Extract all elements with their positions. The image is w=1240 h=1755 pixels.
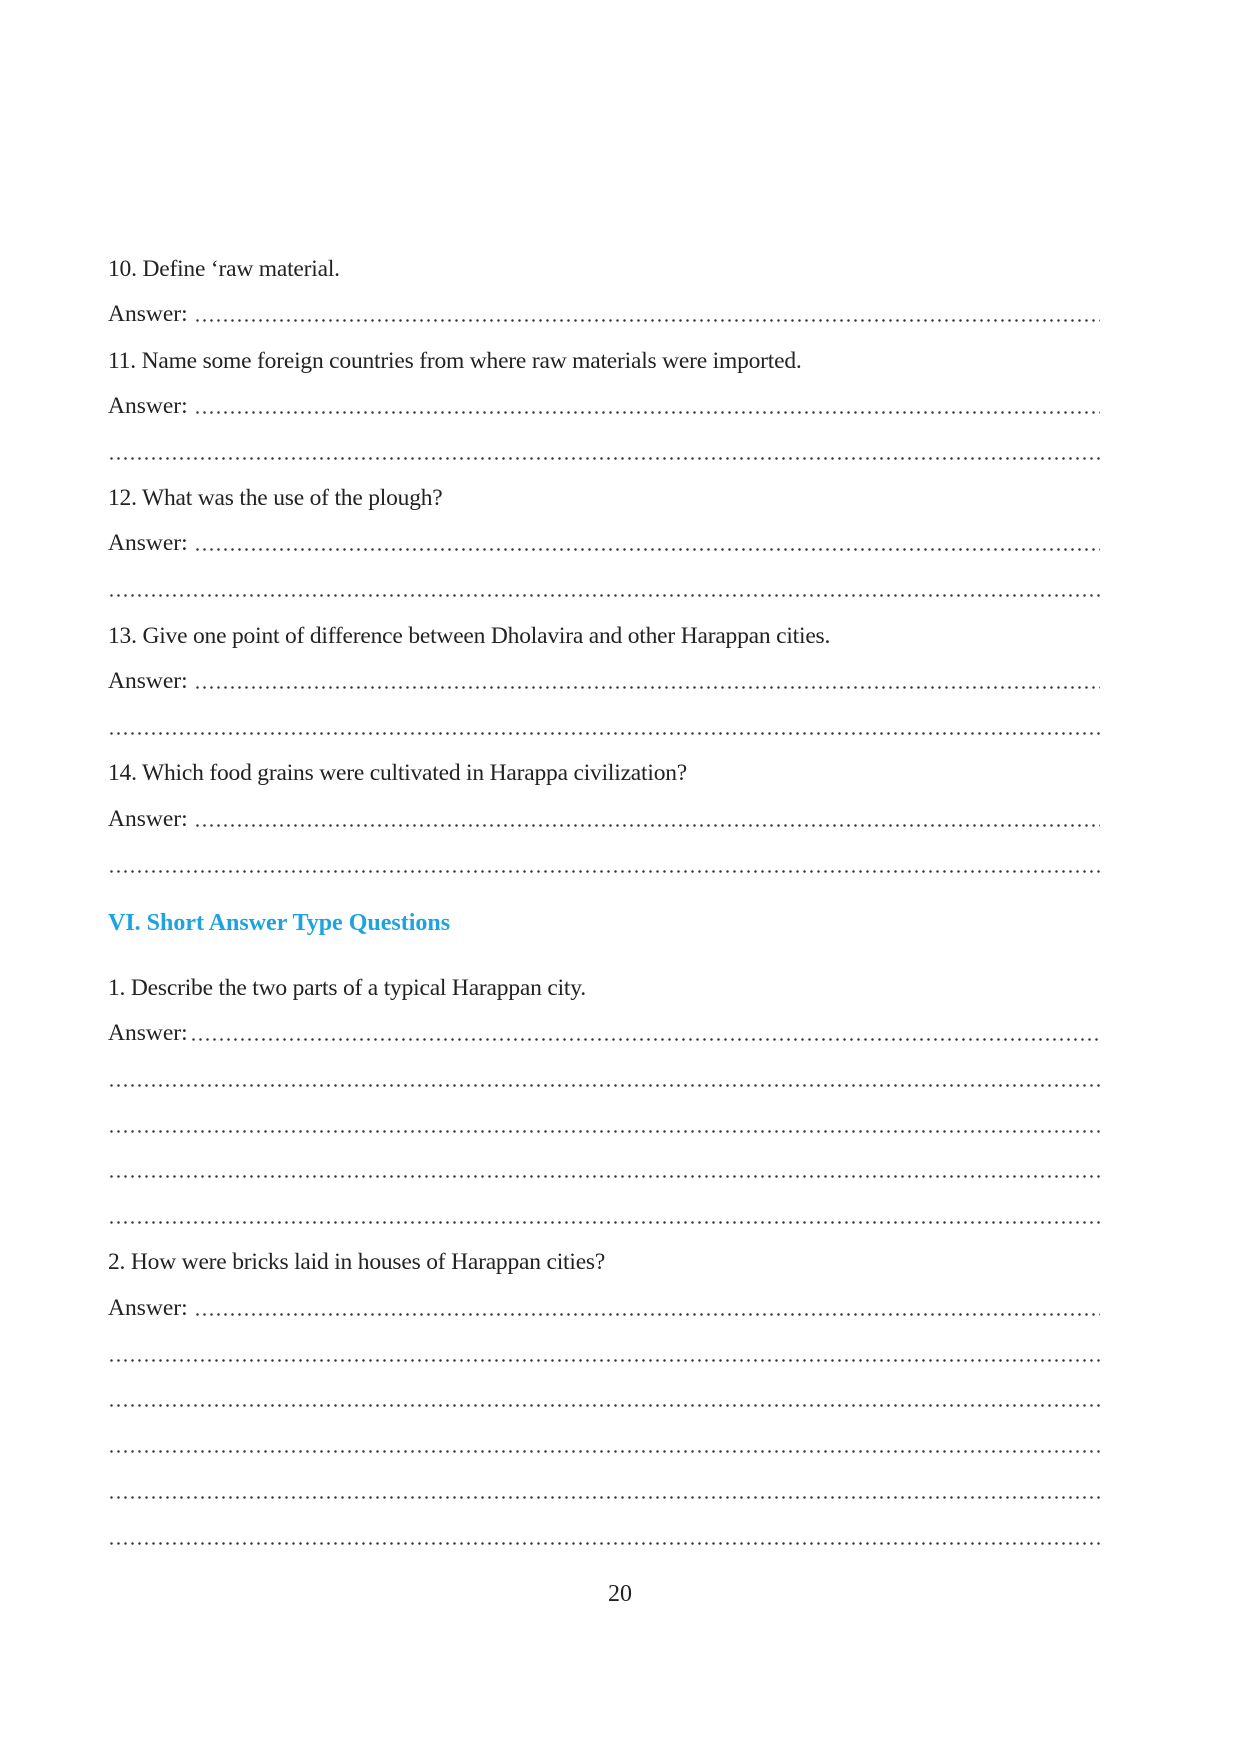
short-question-1 [108,966,1100,1000]
dotted-answer-line[interactable] [108,1084,1100,1087]
answer-line[interactable] [108,659,1100,693]
answer-line-continued[interactable] [108,705,1100,739]
dotted-answer-line[interactable] [190,1038,1100,1041]
answer-line[interactable] [108,521,1100,555]
question-text: 13. Give one point of difference between Dholavira and other Harappan cities. [108,622,831,649]
dotted-answer-line[interactable] [108,1450,1100,1453]
dotted-answer-line[interactable] [108,870,1100,873]
dotted-answer-line[interactable] [194,411,1100,414]
dotted-answer-line[interactable] [108,457,1100,460]
answer-label: Answer: [108,1019,188,1046]
question-12 [108,476,1100,510]
question-text: 12. What was the use of the plough? [108,484,443,511]
dotted-answer-line[interactable] [194,319,1100,322]
answer-label: Answer: [108,805,188,832]
answer-label: Answer: [108,529,188,556]
question-11 [108,339,1100,373]
answer-line-continued[interactable] [108,1377,1100,1411]
dotted-answer-line[interactable] [108,1359,1100,1362]
question-text: 1. Describe the two parts of a typical Harappan city. [108,974,586,1001]
dotted-answer-line[interactable] [108,1404,1100,1407]
dotted-answer-line[interactable] [108,1175,1100,1178]
answer-line[interactable] [108,292,1100,326]
question-text: 10. Define ‘raw material. [108,255,340,282]
answer-line-continued[interactable] [108,1515,1100,1549]
answer-line-continued[interactable] [108,1057,1100,1091]
section-heading: VI. Short Answer Type Questions [108,910,451,936]
question-text: 11. Name some foreign countries from where raw materials were imported. [108,347,802,374]
answer-line[interactable] [108,384,1100,418]
answer-line-continued[interactable] [108,1423,1100,1457]
answer-line-continued[interactable] [108,843,1100,877]
question-text: 2. How were bricks laid in houses of Harappan cities? [108,1248,606,1275]
dotted-answer-line[interactable] [194,686,1100,689]
dotted-answer-line[interactable] [108,1496,1100,1499]
dotted-answer-line[interactable] [108,1221,1100,1224]
dotted-answer-line[interactable] [108,1542,1100,1545]
dotted-answer-line[interactable] [194,824,1100,827]
answer-line-continued[interactable] [108,430,1100,464]
page-number: 20 [608,1581,632,1607]
answer-line-continued[interactable] [108,1332,1100,1366]
dotted-answer-line[interactable] [108,732,1100,735]
answer-line-continued[interactable] [108,567,1100,601]
answer-line[interactable] [108,1011,1100,1045]
answer-line-continued[interactable] [108,1148,1100,1182]
dotted-answer-line[interactable] [108,1130,1100,1133]
answer-line-continued[interactable] [108,1103,1100,1137]
answer-line[interactable] [108,1286,1100,1320]
short-question-2 [108,1240,1100,1274]
answer-line[interactable] [108,797,1100,831]
answer-label: Answer: [108,1294,188,1321]
answer-label: Answer: [108,300,188,327]
question-10 [108,247,1100,281]
question-text: 14. Which food grains were cultivated in Harappa civilization? [108,759,688,786]
dotted-answer-line[interactable] [194,548,1100,551]
answer-line-continued[interactable] [108,1194,1100,1228]
answer-label: Answer: [108,667,188,694]
question-14 [108,751,1100,785]
answer-label: Answer: [108,392,188,419]
question-13 [108,614,1100,648]
dotted-answer-line[interactable] [194,1313,1100,1316]
answer-line-continued[interactable] [108,1469,1100,1503]
dotted-answer-line[interactable] [108,594,1100,597]
